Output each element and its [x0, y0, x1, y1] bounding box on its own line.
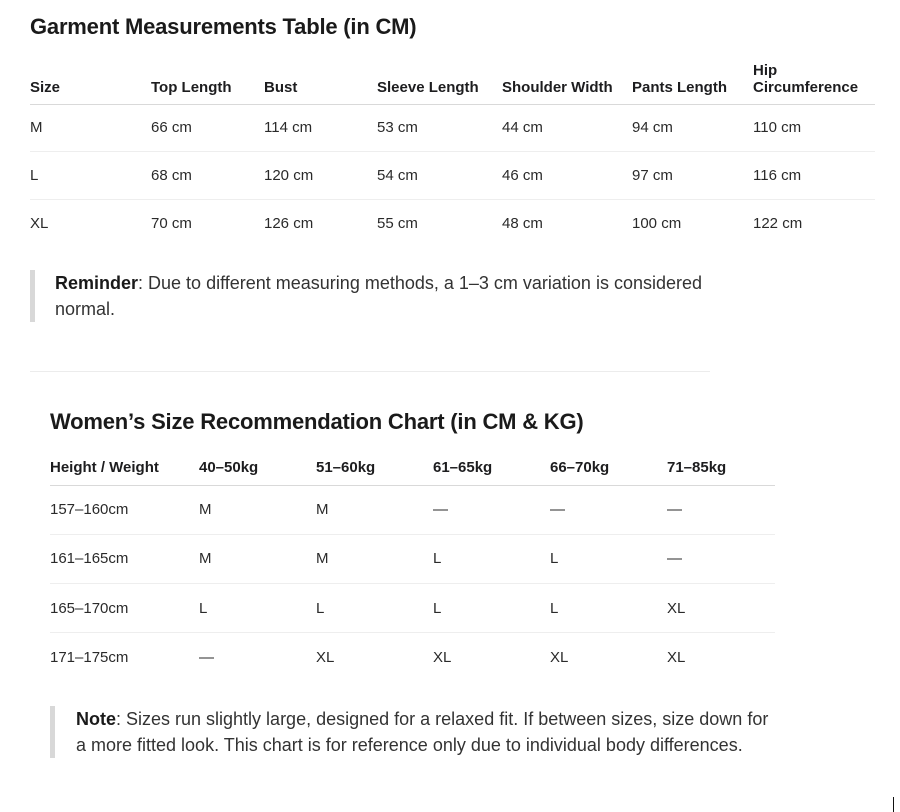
table-row [30, 104, 875, 152]
column-header-weight-range: 51–60kg [316, 458, 376, 476]
garment-table-title: Garment Measurements Table (in CM) [30, 14, 417, 39]
table-cell: L [550, 550, 559, 568]
column-header-weight-range: 66–70kg [550, 458, 610, 476]
table-cell: M [199, 550, 212, 568]
size-recommendation-table [50, 450, 775, 682]
reminder-blockquote [30, 270, 710, 322]
table-cell: M [316, 550, 329, 568]
note-blockquote [50, 706, 770, 758]
table-cell: XL [667, 599, 686, 617]
table-header-row [50, 450, 775, 485]
table-cell: 126 cm [264, 214, 314, 232]
table-cell: 171–175cm [50, 649, 129, 667]
table-cell: L [433, 599, 442, 617]
table-cell: — [550, 501, 565, 519]
table-cell: L [30, 166, 39, 184]
table-cell: 70 cm [151, 214, 192, 232]
table-cell: 120 cm [264, 166, 314, 184]
table-header-row [30, 59, 875, 104]
table-cell: — [433, 501, 448, 519]
reminder-label: Reminder [55, 273, 139, 293]
note-text: : Sizes run slightly large, designed for a relaxed fit. If between sizes, size down for a more fitted look. This chart is for reference only due to individual body differences. [76, 709, 769, 755]
column-header-size: Size [30, 78, 61, 96]
column-header-weight-range: 71–85kg [667, 458, 727, 476]
table-row [50, 485, 775, 534]
table-cell: 55 cm [377, 214, 418, 232]
table-cell: 110 cm [753, 119, 802, 137]
table-cell: M [199, 501, 212, 519]
column-header-height-weight: Height / Weight [50, 458, 159, 476]
table-cell: XL [316, 649, 335, 667]
column-header-bust: Bust [264, 78, 298, 96]
table-cell: 165–170cm [50, 599, 129, 617]
table-cell: XL [433, 649, 452, 667]
table-cell: — [199, 649, 214, 667]
column-header-top-length: Top Length [151, 78, 232, 96]
table-row [50, 633, 775, 682]
table-row [50, 584, 775, 633]
table-cell: L [433, 550, 442, 568]
table-cell: XL [550, 649, 569, 667]
table-cell: 44 cm [502, 119, 543, 137]
column-header-hip-circumference: Hip Circumference [753, 61, 859, 96]
table-cell: L [199, 599, 208, 617]
table-cell: M [30, 119, 43, 137]
column-header-pants-length: Pants Length [632, 78, 728, 96]
note-label: Note [76, 709, 116, 729]
table-cell: 116 cm [753, 166, 802, 184]
recommendation-table-title: Women’s Size Recommendation Chart (in CM & KG) [50, 409, 584, 434]
table-cell: 161–165cm [50, 550, 129, 568]
section-divider [30, 371, 710, 372]
table-cell: 114 cm [264, 119, 313, 137]
column-header-weight-range: 40–50kg [199, 458, 259, 476]
table-cell: XL [667, 649, 686, 667]
garment-measurements-table [30, 59, 875, 247]
table-row [30, 199, 875, 247]
table-cell: M [316, 501, 329, 519]
table-cell: — [667, 550, 682, 568]
table-cell: 157–160cm [50, 501, 129, 519]
table-cell: L [316, 599, 325, 617]
table-cell: 48 cm [502, 214, 543, 232]
column-header-weight-range: 61–65kg [433, 458, 493, 476]
table-cell: 94 cm [632, 119, 673, 137]
table-cell: 53 cm [377, 119, 418, 137]
text-cursor [893, 797, 894, 812]
table-cell: 68 cm [151, 166, 192, 184]
table-cell: 46 cm [502, 166, 543, 184]
table-cell: L [550, 599, 559, 617]
table-cell: XL [30, 214, 49, 232]
column-header-sleeve-length: Sleeve Length [377, 78, 479, 96]
table-cell: 54 cm [377, 166, 418, 184]
table-row [50, 534, 775, 583]
table-cell: 66 cm [151, 119, 192, 137]
reminder-text: : Due to different measuring methods, a 1–3 cm variation is considered normal. [55, 273, 702, 319]
table-row [30, 152, 875, 200]
column-header-shoulder-width: Shoulder Width [502, 78, 613, 96]
table-cell: 100 cm [632, 214, 682, 232]
table-cell: 97 cm [632, 166, 673, 184]
table-cell: — [667, 501, 682, 519]
table-cell: 122 cm [753, 214, 803, 232]
